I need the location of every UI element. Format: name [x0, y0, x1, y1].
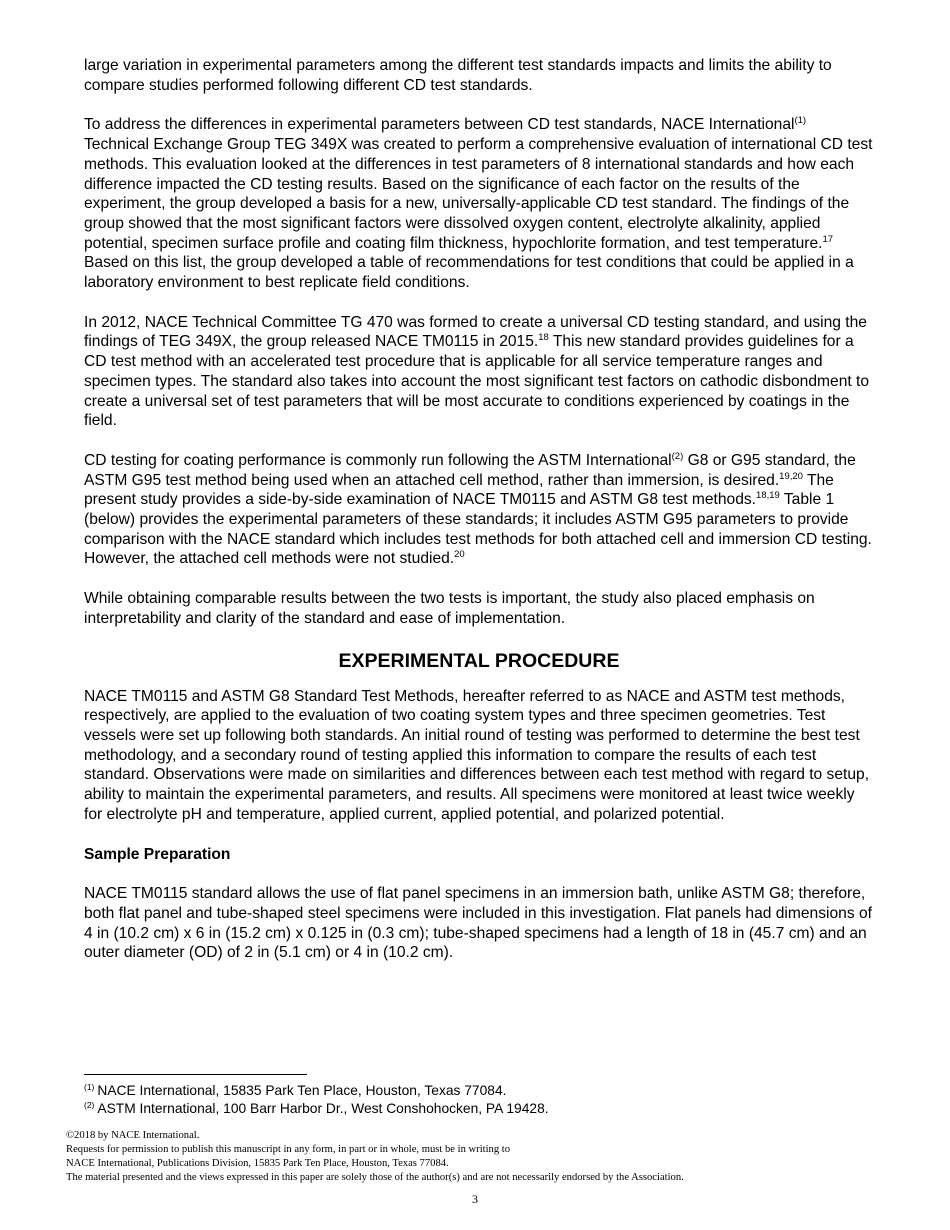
paragraph-teg-349x: [84, 115, 874, 292]
footnote-item: [84, 1100, 864, 1118]
citation-reference: 19,20: [779, 470, 803, 482]
citation-reference: 18: [538, 332, 549, 344]
citation-reference: 18,19: [756, 490, 780, 502]
paragraph-text: Table 1 (below) provides the experimental parameters of these standards; it includes ASTM G95 parameters to provide comparison with the NACE standard which includes test methods for both attached cell and immersion CD testing. However, the attached cell methods were not studied.: [84, 491, 872, 568]
paragraph-intro-continuation: [84, 56, 874, 95]
paragraph-text: In 2012, NACE Technical Committee TG 470 was formed to create a universal CD testing standard, and using the findings of TEG 349X, the group released NACE TM0115 in 2015.: [84, 313, 867, 351]
footnote-text: NACE International, 15835 Park Ten Place, Houston, Texas 77084.: [97, 1083, 507, 1098]
footnotes: [84, 1082, 864, 1118]
paragraph-text: G8 or G95 standard, the ASTM G95 test method being used when an attached cell method, rather than immersion, is desired.: [84, 451, 856, 489]
paragraph-text: Technical Exchange Group TEG 349X was created to perform a comprehensive evaluation of international CD test methods. This evaluation looked at the differences in test parameters of 8 international standards and how each difference impacted the CD testing results. Based on the significance of each factor on the results of the experiment, the group developed a basis for a new, universally-applicable CD test standard. The findings of the group showed that the most significant factors were dissolved oxygen content, electrolyte alkalinity, applied potential, specimen surface profile and coating film thickness, hypochlorite formation, and test temperature.: [84, 136, 873, 252]
copyright-line: The material presented and the views expressed in this paper are solely those of the author(s) and are not necessarily endorsed by the Association.: [66, 1172, 684, 1183]
paragraph-text: While obtaining comparable results between the two tests is important, the study also placed emphasis on interpretability and clarity of the standard and ease of implementation.: [84, 590, 815, 627]
footnote-mark: (2): [84, 1100, 95, 1110]
footnote-reference: (1): [794, 115, 807, 127]
paragraph-sample-preparation: NACE TM0115 standard allows the use of flat panel specimens in an immersion bath, unlike ASTM G8; therefore, both flat panel and tube-shaped steel specimens were included in this investigation. Flat panels had dimensions of 4 in (10.2 cm) x 6 in (15.2 cm) x 0.125 in (0.3 cm); tube-shaped specimens had a length of 18 in (45.7 cm) and an outer diameter (OD) of 2 in (5.1 cm) or 4 in (10.2 cm).: [84, 885, 872, 962]
paragraph-procedure: NACE TM0115 and ASTM G8 Standard Test Methods, hereafter referred to as NACE and ASTM test methods, respectively, are applied to the evaluation of two coating system types and three specimen geometries. Test vessels were set up following both standards. An initial round of testing was performed to determine the best test methodology, and a secondary round of testing applied this information to compare the results of each test standard. Observations were made on similarities and differences between each test method with regard to setup, ability to maintain the experimental parameters, and results. All specimens were monitored at least twice weekly for electrolyte pH and temperature, applied current, applied potential, and polarized potential.: [84, 687, 870, 823]
footnote-text: ASTM International, 100 Barr Harbor Dr., West Conshohocken, PA 19428.: [97, 1101, 549, 1116]
paragraph-text: CD testing for coating performance is commonly run following the ASTM International: [84, 451, 672, 469]
copyright-line: NACE International, Publications Division, 15835 Park Ten Place, Houston, Texas 77084.: [66, 1158, 449, 1169]
paragraph-text: large variation in experimental parameters among the different test standards impacts and limits the ability to compare studies performed following different CD test standards.: [84, 57, 832, 94]
paragraph-text: Based on this list, the group developed a table of recommendations for test conditions that could be applied in a laboratory environment to best replicate field conditions.: [84, 254, 854, 292]
citation-reference: 20: [454, 549, 465, 561]
page-number: 3: [472, 1192, 478, 1206]
footnote-item: [84, 1082, 864, 1100]
footnote-reference: (2): [671, 450, 684, 462]
subsection-heading: Sample Preparation: [84, 845, 231, 863]
copyright-line: ©2018 by NACE International.: [66, 1130, 200, 1141]
page-body: [84, 56, 874, 983]
paragraph-text: To address the differences in experimental parameters between CD test standards, NACE International: [84, 116, 795, 134]
paragraph-tg-470: [84, 313, 874, 431]
section-heading: EXPERIMENTAL PROCEDURE: [338, 649, 620, 672]
footnote-mark: (1): [84, 1082, 95, 1092]
copyright-notice: [66, 1129, 886, 1185]
footnote-separator: [84, 1074, 307, 1075]
paragraph-comparability: [84, 589, 874, 628]
copyright-line: Requests for permission to publish this manuscript in any form, in part or in whole, must be in writing to: [66, 1144, 511, 1155]
paragraph-text: This new standard provides guidelines for a CD test method with an accelerated test procedure that is applicable for all service temperature ranges and specimen types. The standard also takes into account the most significant test factors on cathodic disbondment to create a universal set of test parameters that will be most accurate to conditions experienced by coatings in the field.: [84, 333, 870, 430]
paragraph-text: The present study provides a side-by-side examination of NACE TM0115 and ASTM G8 test methods.: [84, 471, 834, 509]
paragraph-astm-standards: [84, 451, 874, 569]
citation-reference: 17: [822, 233, 834, 245]
